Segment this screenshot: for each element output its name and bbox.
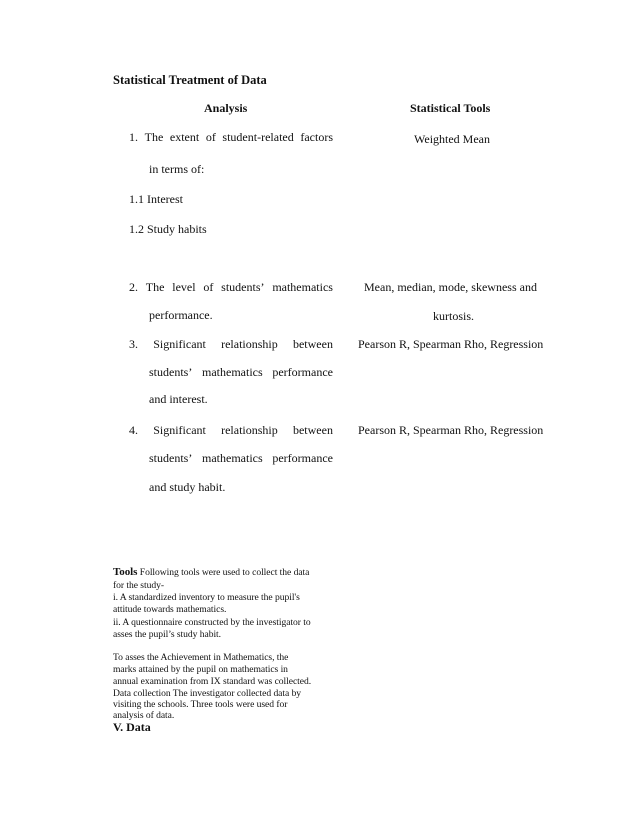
word: 3. bbox=[129, 337, 138, 351]
tool-correlation-regression-1: Pearson R, Spearman Rho, Regression bbox=[358, 337, 544, 351]
item-4-line-3: and study habit. bbox=[149, 480, 226, 494]
tool-weighted-mean: Weighted Mean bbox=[414, 132, 491, 146]
tools-paragraph-line-7: To asses the Achievement in Mathematics, the bbox=[113, 652, 289, 663]
word: student-related bbox=[222, 130, 294, 144]
word: of bbox=[203, 280, 214, 294]
header-statistical-tools: Statistical Tools bbox=[410, 101, 491, 115]
word: relationship bbox=[221, 423, 278, 437]
subitem-interest: 1.1 Interest bbox=[129, 192, 183, 206]
tools-heading: Tools bbox=[113, 566, 138, 578]
word: between bbox=[292, 423, 333, 437]
tools-text: Following tools were used to collect the data bbox=[139, 567, 310, 578]
word: The bbox=[144, 130, 164, 144]
word: factors bbox=[300, 130, 333, 144]
word: between bbox=[292, 337, 333, 351]
subitem-study-habits: 1.2 Study habits bbox=[129, 222, 207, 236]
word: 2. bbox=[129, 280, 138, 294]
section-title: Statistical Treatment of Data bbox=[113, 73, 267, 87]
tools-paragraph-line-3: i. A standardized inventory to measure the pupil's bbox=[113, 592, 300, 603]
tools-paragraph-line-11: visiting the schools. Three tools were used for bbox=[113, 699, 288, 710]
tools-paragraph-line-6: asses the pupil’s study habit. bbox=[113, 629, 222, 640]
word: performance bbox=[272, 365, 333, 379]
item-3-line-2 bbox=[149, 365, 333, 380]
tools-paragraph-line-5: ii. A questionnaire constructed by the investigator to bbox=[113, 617, 311, 628]
item-1-line-1 bbox=[129, 130, 333, 145]
tool-descriptive-stats: Mean, median, mode, skewness and bbox=[364, 280, 537, 294]
item-1-line-2: in terms of: bbox=[149, 162, 205, 176]
word: The bbox=[145, 280, 165, 294]
tool-descriptive-stats-cont: kurtosis. bbox=[433, 309, 475, 323]
tool-correlation-regression-2: Pearson R, Spearman Rho, Regression bbox=[358, 423, 544, 437]
word: relationship bbox=[221, 337, 278, 351]
next-section-heading: V. Data bbox=[113, 720, 151, 734]
item-2-line-1 bbox=[129, 280, 333, 295]
word: extent bbox=[169, 130, 200, 144]
item-3-line-3: and interest. bbox=[149, 392, 208, 406]
word: students’ bbox=[149, 451, 193, 465]
word: Significant bbox=[153, 423, 206, 437]
tools-paragraph-line-1 bbox=[113, 566, 309, 578]
word: mathematics bbox=[202, 365, 263, 379]
tools-paragraph-line-12: analysis of data. bbox=[113, 710, 175, 721]
tools-paragraph-line-8: marks attained by the pupil on mathematics in bbox=[113, 664, 288, 675]
item-3-line-1 bbox=[129, 337, 333, 352]
tools-paragraph-line-9: annual examination from IX standard was collected. bbox=[113, 676, 312, 687]
tools-paragraph-line-4: attitude towards mathematics. bbox=[113, 604, 227, 615]
word: students’ bbox=[221, 280, 265, 294]
word: mathematics bbox=[202, 451, 263, 465]
tools-paragraph-line-2: for the study- bbox=[113, 580, 164, 591]
header-analysis: Analysis bbox=[204, 101, 248, 115]
item-4-line-2 bbox=[149, 451, 333, 466]
word: of bbox=[205, 130, 216, 144]
word: Significant bbox=[153, 337, 206, 351]
item-2-line-2: performance. bbox=[149, 308, 213, 322]
item-4-line-1 bbox=[129, 423, 333, 438]
word: mathematics bbox=[272, 280, 333, 294]
word: 1. bbox=[129, 130, 138, 144]
word: level bbox=[172, 280, 196, 294]
word: 4. bbox=[129, 423, 138, 437]
word: performance bbox=[272, 451, 333, 465]
tools-paragraph-line-10: Data collection The investigator collected data by bbox=[113, 688, 302, 699]
word: students’ bbox=[149, 365, 193, 379]
